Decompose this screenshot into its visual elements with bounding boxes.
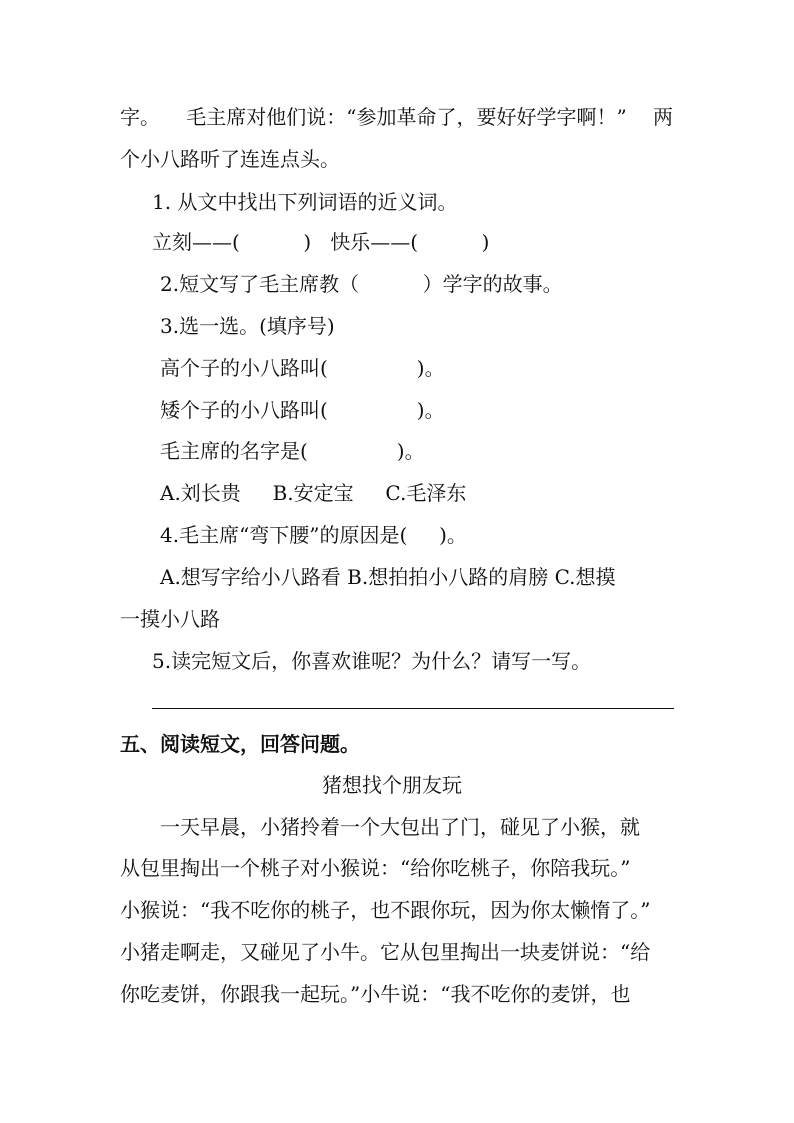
question-1: 1. 从文中找出下列词语的近义词。: [152, 190, 458, 214]
text-fragment: 两: [652, 105, 673, 129]
question-4: 4.毛主席“弯下腰”的原因是( )。: [160, 523, 467, 547]
passage-title: 猪想找个朋友玩: [322, 773, 462, 797]
question-1-blanks: 立刻——( ) 快乐——( ): [152, 230, 490, 254]
passage-line: 从包里掏出一个桃子对小猴说：“给你吃桃子，你陪我玩。”: [120, 856, 631, 880]
question-4-options-cont: 一摸小八路: [120, 607, 220, 631]
passage-line: 一天早晨，小猪拎着一个大包出了门，碰见了小猴，就: [160, 815, 640, 839]
text-fragment: 毛主席对他们说：“参加革命了，要好好学字啊！”: [186, 105, 627, 129]
passage-line: [120, 104, 673, 130]
question-3-b: 矮个子的小八路叫( )。: [160, 398, 445, 422]
passage-line: 小猪走啊走，又碰见了小牛。它从包里掏出一块麦饼说：“给: [120, 940, 651, 964]
question-2: 2.短文写了毛主席教（ ）学字的故事。: [160, 272, 563, 296]
text-fragment: 字。: [120, 105, 160, 129]
section-heading: 五、阅读短文，回答问题。: [120, 732, 360, 756]
question-4-options: A.想写字给小八路看 B.想拍拍小八路的肩膀 C.想摸: [160, 565, 616, 589]
question-3-c: 毛主席的名字是( )。: [160, 439, 425, 463]
question-3-options: A.刘长贵 B.安定宝 C.毛泽东: [160, 481, 467, 505]
answer-line: [152, 708, 674, 709]
question-5: 5.读完短文后，你喜欢谁呢？为什么？请写一写。: [152, 649, 592, 673]
question-3: 3.选一选。(填序号): [160, 314, 335, 338]
passage-line: 个小八路听了连连点头。: [120, 147, 340, 171]
question-3-a: 高个子的小八路叫( )。: [160, 356, 445, 380]
passage-line: 小猴说：“我不吃你的桃子，也不跟你玩，因为你太懒惰了。”: [120, 898, 651, 922]
passage-line: 你吃麦饼，你跟我一起玩。”小牛说：“我不吃你的麦饼，也: [120, 982, 631, 1006]
